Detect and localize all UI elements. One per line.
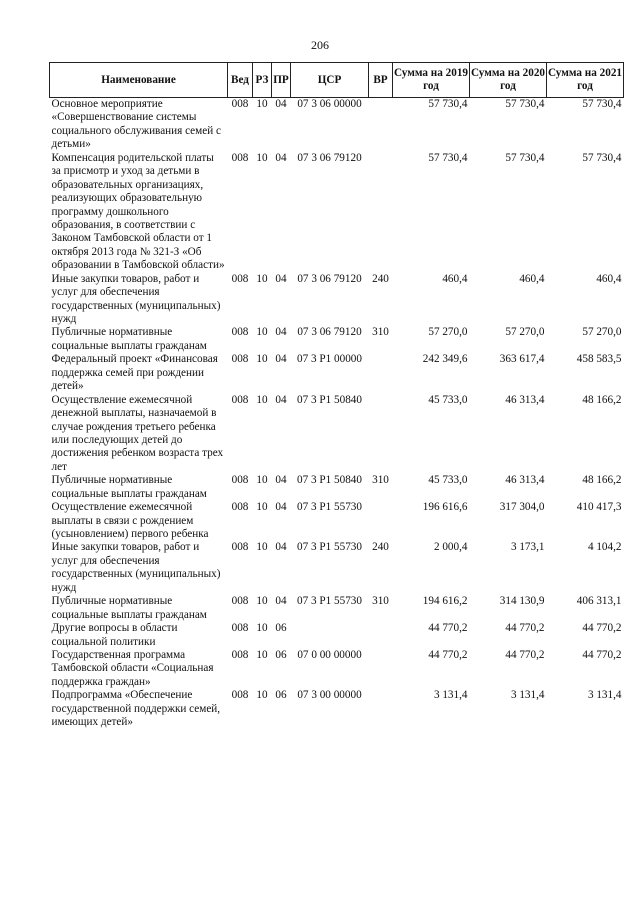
- row-name: Государственная программа Тамбовской области «Социальная поддержка граждан»: [51, 648, 214, 688]
- row-name: Иные закупки товаров, работ и услуг для обеспечения государственных (муниципальных) нужд: [51, 541, 221, 594]
- row-vr: 310: [372, 595, 389, 608]
- budget-table: [49, 62, 624, 730]
- table-header-row: [50, 63, 624, 98]
- row-sum-2021: 3 131,4: [587, 689, 622, 702]
- row-ved: 008: [231, 622, 249, 635]
- header-rz: РЗ: [253, 63, 272, 98]
- row-rz: 10: [256, 474, 268, 487]
- row-rz: 10: [256, 393, 268, 406]
- row-sum-2020: 314 130,9: [499, 595, 545, 608]
- row-rz: 10: [256, 326, 268, 339]
- row-vr: [369, 649, 393, 689]
- row-vr: [369, 394, 393, 475]
- header-pr: ПР: [272, 63, 291, 98]
- row-sum-2019: 2 000,4: [433, 541, 468, 554]
- row-sum-2020: 3 173,1: [510, 541, 545, 554]
- row-pr: 04: [275, 474, 287, 487]
- row-csr: 07 0 00 00000: [297, 648, 362, 661]
- row-pr: 04: [275, 272, 287, 285]
- row-ved: 008: [231, 326, 249, 339]
- row-vr: [369, 622, 393, 649]
- table-body: [50, 98, 624, 730]
- row-csr: [291, 622, 369, 649]
- row-vr: 310: [372, 326, 389, 339]
- row-sum-2021: 57 730,4: [582, 151, 622, 164]
- row-sum-2021: 458 583,5: [576, 353, 622, 366]
- row-name: Публичные нормативные социальные выплаты гражданам: [51, 326, 207, 352]
- row-vr: [369, 501, 393, 541]
- table-row: [50, 689, 624, 729]
- header-ved: Вед: [228, 63, 253, 98]
- row-sum-2019: 194 616,2: [422, 595, 468, 608]
- row-vr: 240: [372, 272, 389, 285]
- row-pr: 04: [275, 501, 287, 514]
- header-sum-2021: Сумма на 2021 год: [547, 63, 624, 98]
- row-name: Публичные нормативные социальные выплаты гражданам: [51, 595, 207, 621]
- row-name: Публичные нормативные социальные выплаты гражданам: [51, 474, 207, 500]
- row-ved: 008: [231, 393, 249, 406]
- row-sum-2021: 406 313,1: [576, 595, 622, 608]
- row-sum-2020: 57 730,4: [505, 98, 545, 110]
- row-rz: 10: [256, 501, 268, 514]
- row-sum-2021: 4 104,2: [587, 541, 622, 554]
- row-pr: 04: [275, 393, 287, 406]
- row-pr: 06: [275, 689, 287, 702]
- row-sum-2021: 48 166,2: [582, 474, 622, 487]
- row-sum-2020: 317 304,0: [499, 501, 545, 514]
- row-ved: 008: [231, 689, 249, 702]
- row-ved: 008: [231, 151, 249, 164]
- row-csr: 07 3 Р1 55730: [297, 595, 362, 608]
- row-sum-2021: 44 770,2: [582, 648, 622, 661]
- row-pr: 04: [275, 541, 287, 554]
- table-row: [50, 152, 624, 273]
- row-rz: 10: [256, 151, 268, 164]
- row-name: Компенсация родительской платы за присмотр и уход за детьми в образовательных организациях, реализующих образовательную программу дошкольного образования, в соответствии с Законом Тамбовской области от 1 октября 2013 года № 321-З «Об образовании в Тамбовской области»: [51, 151, 225, 272]
- table-row: [50, 98, 624, 152]
- row-sum-2019: 242 349,6: [422, 353, 468, 366]
- row-sum-2019: 3 131,4: [433, 689, 468, 702]
- row-ved: 008: [231, 501, 249, 514]
- row-csr: 07 3 Р1 00000: [297, 353, 362, 366]
- row-pr: 04: [275, 353, 287, 366]
- row-sum-2019: 57 730,4: [428, 98, 468, 110]
- row-csr: 07 3 Р1 55730: [297, 501, 362, 514]
- row-ved: 008: [231, 595, 249, 608]
- row-name: Иные закупки товаров, работ и услуг для обеспечения государственных (муниципальных) нужд: [51, 272, 221, 325]
- row-sum-2021: 410 417,3: [576, 501, 622, 514]
- row-sum-2020: 460,4: [519, 272, 545, 285]
- row-rz: 10: [256, 595, 268, 608]
- row-pr: 06: [275, 648, 287, 661]
- row-vr: [369, 353, 393, 393]
- table-row: [50, 353, 624, 393]
- row-csr: 07 3 06 79120: [297, 151, 362, 164]
- row-pr: 04: [275, 595, 287, 608]
- row-csr: 07 3 06 79120: [297, 326, 362, 339]
- header-sum-2019: Сумма на 2019 год: [393, 63, 470, 98]
- row-name: Подпрограмма «Обеспечение государственной поддержки семей, имеющих детей»: [51, 689, 221, 729]
- row-name: Другие вопросы в области социальной политики: [51, 622, 178, 648]
- row-rz: 10: [256, 98, 268, 110]
- row-ved: 008: [231, 353, 249, 366]
- row-csr: 07 3 Р1 50840: [297, 393, 362, 406]
- row-sum-2019: 460,4: [442, 272, 468, 285]
- row-sum-2019: 57 730,4: [428, 151, 468, 164]
- row-sum-2021: 48 166,2: [582, 393, 622, 406]
- row-csr: 07 3 Р1 50840: [297, 474, 362, 487]
- row-csr: 07 3 06 79120: [297, 272, 362, 285]
- page-number: 206: [311, 38, 329, 52]
- row-sum-2020: 57 270,0: [505, 326, 545, 339]
- row-vr: 310: [372, 474, 389, 487]
- row-ved: 008: [231, 272, 249, 285]
- table-row: [50, 595, 624, 622]
- row-csr: 07 3 00 00000: [297, 689, 362, 702]
- row-pr: 04: [275, 151, 287, 164]
- row-rz: 10: [256, 622, 268, 635]
- table-row: [50, 649, 624, 689]
- table-row: [50, 622, 624, 649]
- table-row: [50, 326, 624, 353]
- row-rz: 10: [256, 272, 268, 285]
- row-vr: 240: [372, 541, 389, 554]
- row-csr: 07 3 Р1 55730: [297, 541, 362, 554]
- row-sum-2019: 57 270,0: [428, 326, 468, 339]
- row-sum-2021: 57 270,0: [582, 326, 622, 339]
- header-vr: ВР: [369, 63, 393, 98]
- row-sum-2020: 44 770,2: [505, 622, 545, 635]
- row-pr: 06: [275, 622, 287, 635]
- row-ved: 008: [231, 541, 249, 554]
- row-sum-2020: 46 313,4: [505, 393, 545, 406]
- row-sum-2020: 363 617,4: [499, 353, 545, 366]
- row-sum-2020: 46 313,4: [505, 474, 545, 487]
- table-row: [50, 273, 624, 327]
- row-pr: 04: [275, 98, 287, 110]
- row-rz: 10: [256, 648, 268, 661]
- row-sum-2019: 44 770,2: [428, 648, 468, 661]
- row-ved: 008: [231, 98, 249, 110]
- row-sum-2020: 44 770,2: [505, 648, 545, 661]
- row-sum-2021: 460,4: [596, 272, 622, 285]
- row-csr: 07 3 06 00000: [297, 98, 362, 110]
- header-name: Наименование: [50, 63, 228, 98]
- row-vr: [369, 689, 393, 729]
- row-pr: 04: [275, 326, 287, 339]
- header-sum-2020: Сумма на 2020 год: [470, 63, 547, 98]
- row-rz: 10: [256, 689, 268, 702]
- row-sum-2020: 57 730,4: [505, 151, 545, 164]
- row-sum-2019: 44 770,2: [428, 622, 468, 635]
- row-sum-2021: 44 770,2: [582, 622, 622, 635]
- row-rz: 10: [256, 541, 268, 554]
- row-sum-2019: 196 616,6: [422, 501, 468, 514]
- row-ved: 008: [231, 474, 249, 487]
- row-vr: [369, 152, 393, 273]
- row-sum-2019: 45 733,0: [428, 474, 468, 487]
- row-ved: 008: [231, 648, 249, 661]
- row-sum-2021: 57 730,4: [582, 98, 622, 110]
- table-row: [50, 394, 624, 475]
- row-rz: 10: [256, 353, 268, 366]
- row-sum-2019: 45 733,0: [428, 393, 468, 406]
- row-sum-2020: 3 131,4: [510, 689, 545, 702]
- row-name: Основное мероприятие «Совершенствование системы социального обслуживания семей с детьми»: [51, 98, 221, 151]
- row-name: Осуществление ежемесячной денежной выплаты, назначаемой в случае рождения третьего ребенка или последующих детей до достижения ребенком возраста трех лет: [51, 393, 224, 473]
- table-row: [50, 474, 624, 501]
- row-name: Осуществление ежемесячной выплаты в связи с рождением (усыновлением) первого ребенка: [51, 501, 209, 540]
- table-row: [50, 541, 624, 595]
- table-row: [50, 501, 624, 541]
- header-csr: ЦСР: [291, 63, 369, 98]
- row-name: Федеральный проект «Финансовая поддержка семей при рождении детей»: [51, 353, 218, 393]
- row-vr: [369, 98, 393, 152]
